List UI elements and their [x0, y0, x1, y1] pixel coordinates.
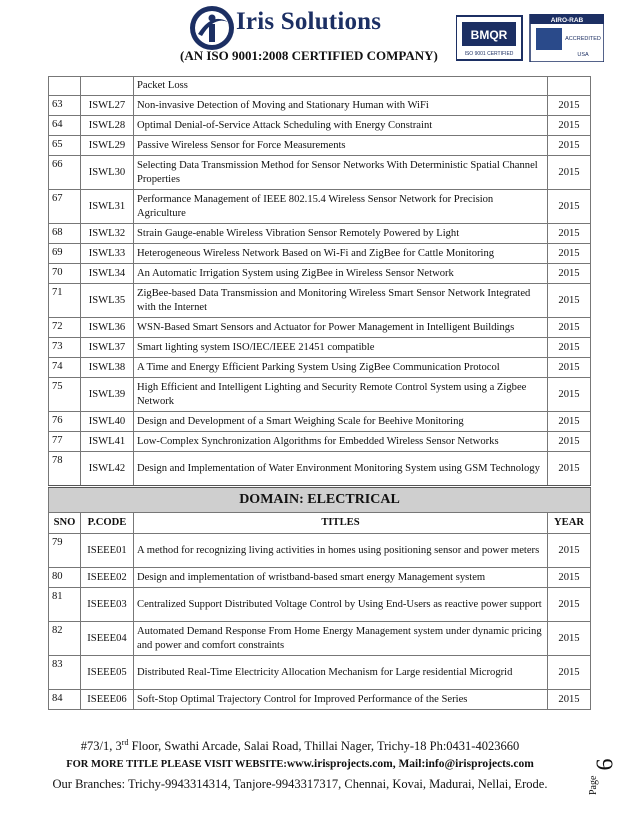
table-row	[49, 588, 591, 622]
row-sno: 71	[49, 284, 81, 318]
airo-badge-text: AIRO-RAB	[550, 17, 584, 24]
row-year: 2015	[548, 358, 591, 378]
project-titles-table	[48, 76, 590, 710]
row-title: Design and implementation of wristband-based smart energy Management system	[134, 568, 548, 588]
iris-logo-icon	[188, 4, 236, 52]
row-year: 2015	[548, 338, 591, 358]
row-year: 2015	[548, 190, 591, 224]
row-title: Strain Gauge-enable Wireless Vibration Sensor Remotely Powered by Light	[134, 224, 548, 244]
table-row	[49, 568, 591, 588]
row-year: 2015	[548, 690, 591, 710]
row-sno: 66	[49, 156, 81, 190]
row-code: ISWL30	[81, 156, 134, 190]
row-title: An Automatic Irrigation System using ZigBee in Wireless Sensor Network	[134, 264, 548, 284]
page-number-mark	[586, 747, 626, 807]
footer-branches: Our Branches: Trichy-9943314314, Tanjore-9943317317, Chennai, Kovai, Madurai, Nellai, Erode.	[52, 777, 548, 791]
row-code: ISWL37	[81, 338, 134, 358]
row-title: Optimal Denial-of-Service Attack Scheduling with Energy Constraint	[134, 116, 548, 136]
domain-heading-row	[49, 487, 591, 513]
domain-title: DOMAIN: ELECTRICAL	[49, 487, 591, 513]
row-year: 2015	[548, 244, 591, 264]
row-year: 2015	[548, 156, 591, 190]
row-year: 2015	[548, 588, 591, 622]
row-code: ISWL31	[81, 190, 134, 224]
table-row	[49, 156, 591, 190]
table-row	[49, 378, 591, 412]
row-sno: 72	[49, 318, 81, 338]
company-name: Iris Solutions	[236, 8, 382, 35]
row-year: 2015	[548, 96, 591, 116]
table-row	[49, 690, 591, 710]
column-header-titles: TITLES	[134, 513, 548, 534]
row-sno: 70	[49, 264, 81, 284]
row-code: ISWL34	[81, 264, 134, 284]
row-sno: 81	[49, 588, 81, 622]
row-sno: 84	[49, 690, 81, 710]
row-sno: 67	[49, 190, 81, 224]
footer-address: #73/1, 3rd Floor, Swathi Arcade, Salai Road, Thillai Nager, Trichy-18 Ph:0431-4023660	[80, 738, 520, 754]
row-title: Design and Implementation of Water Environment Monitoring System using GSM Technology	[134, 452, 548, 487]
row-code: ISEEE06	[81, 690, 134, 710]
row-title: Selecting Data Transmission Method for Sensor Networks With Deterministic Spatial Channel Properties	[134, 156, 548, 190]
certification-badges	[456, 14, 604, 62]
row-title: Non-invasive Detection of Moving and Stationary Human with WiFi	[134, 96, 548, 116]
airo-badge-country: USA	[577, 52, 589, 58]
row-year: 2015	[548, 378, 591, 412]
column-header-code: P.CODE	[81, 513, 134, 534]
row-sno: 73	[49, 338, 81, 358]
row-code: ISWL36	[81, 318, 134, 338]
table-row	[49, 318, 591, 338]
row-title: Centralized Support Distributed Voltage Control by Using End-Users as reactive power support	[134, 588, 548, 622]
row-year: 2015	[548, 284, 591, 318]
row-year: 2015	[548, 622, 591, 656]
row-sno: 77	[49, 432, 81, 452]
electrical-rows	[49, 534, 591, 710]
row-title: A Time and Energy Efficient Parking System Using ZigBee Communication Protocol	[134, 358, 548, 378]
wsn-rows	[49, 77, 591, 487]
table-row	[49, 136, 591, 156]
row-sno: 64	[49, 116, 81, 136]
row-year: 2015	[548, 264, 591, 284]
row-title: High Efficient and Intelligent Lighting and Security Remote Control System using a Zigbee Network	[134, 378, 548, 412]
row-title: Automated Demand Response From Home Energy Management system under dynamic pricing and power and comfort constraints	[134, 622, 548, 656]
row-year: 2015	[548, 534, 591, 568]
row-year: 2015	[548, 116, 591, 136]
row-sno: 65	[49, 136, 81, 156]
row-code: ISWL29	[81, 136, 134, 156]
table-row	[49, 224, 591, 244]
row-sno: 82	[49, 622, 81, 656]
row-title: Smart lighting system ISO/IEC/IEEE 21451 compatible	[134, 338, 548, 358]
table-row	[49, 244, 591, 264]
row-code: ISWL41	[81, 432, 134, 452]
row-title: ZigBee-based Data Transmission and Monitoring Wireless Smart Sensor Network Integrated with the Internet	[134, 284, 548, 318]
footer-website-line: FOR MORE TITLE PLEASE VISIT WEBSITE:www.irisprojects.com, Mail:info@irisprojects.com	[66, 758, 534, 770]
row-title: Low-Complex Synchronization Algorithms for Embedded Wireless Sensor Networks	[134, 432, 548, 452]
table-row	[49, 432, 591, 452]
table-row	[49, 656, 591, 690]
row-year: 2015	[548, 136, 591, 156]
bmqr-badge-text: BMQR	[470, 28, 508, 42]
table-row	[49, 77, 591, 96]
row-title: A method for recognizing living activities in homes using positioning sensor and power meters	[134, 534, 548, 568]
table-row	[49, 190, 591, 224]
row-year: 2015	[548, 432, 591, 452]
row-code: ISEEE02	[81, 568, 134, 588]
row-title: Soft-Stop Optimal Trajectory Control for Improved Performance of the Series	[134, 690, 548, 710]
column-header-sno: SNO	[49, 513, 81, 534]
table-row	[49, 96, 591, 116]
row-year: 2015	[548, 412, 591, 432]
row-sno: 80	[49, 568, 81, 588]
row-code: ISWL33	[81, 244, 134, 264]
row-sno: 74	[49, 358, 81, 378]
footer-website-link[interactable]: www.irisprojects.com, Mail:info@irisprojects.com	[286, 758, 534, 770]
row-code: ISWL27	[81, 96, 134, 116]
row-year: 2015	[548, 452, 591, 487]
row-title: WSN-Based Smart Sensors and Actuator for Power Management in Intelligent Buildings	[134, 318, 548, 338]
page-word: Page	[588, 775, 599, 795]
row-code: ISWL35	[81, 284, 134, 318]
page-number: 6	[592, 758, 619, 771]
row-sno: 76	[49, 412, 81, 432]
domain-electrical	[49, 487, 591, 534]
row-code: ISEEE01	[81, 534, 134, 568]
page-header	[0, 0, 638, 74]
row-year: 2015	[548, 318, 591, 338]
row-year: 2015	[548, 568, 591, 588]
continuation-title: Packet Loss	[134, 77, 548, 96]
table-row	[49, 264, 591, 284]
airo-badge-sub: ACCREDITED	[565, 36, 601, 42]
row-code: ISWL42	[81, 452, 134, 487]
row-code: ISWL32	[81, 224, 134, 244]
row-sno: 78	[49, 452, 81, 487]
table-row	[49, 412, 591, 432]
row-code: ISWL39	[81, 378, 134, 412]
row-title: Design and Development of a Smart Weighing Scale for Beehive Monitoring	[134, 412, 548, 432]
row-title: Distributed Real-Time Electricity Allocation Mechanism for Large residential Microgrid	[134, 656, 548, 690]
row-sno: 83	[49, 656, 81, 690]
row-code: ISWL28	[81, 116, 134, 136]
column-header-row	[49, 513, 591, 534]
table-row	[49, 116, 591, 136]
row-sno: 68	[49, 224, 81, 244]
table-row	[49, 622, 591, 656]
row-code: ISEEE05	[81, 656, 134, 690]
row-code: ISEEE04	[81, 622, 134, 656]
row-title: Heterogeneous Wireless Network Based on Wi-Fi and ZigBee for Cattle Monitoring	[134, 244, 548, 264]
row-year: 2015	[548, 656, 591, 690]
row-title: Performance Management of IEEE 802.15.4 Wireless Sensor Network for Precision Agriculture	[134, 190, 548, 224]
bmqr-badge-sub: ISO 9001 CERTIFIED	[464, 51, 514, 57]
row-sno: 75	[49, 378, 81, 412]
column-header-year: YEAR	[548, 513, 591, 534]
certification-line: (AN ISO 9001:2008 CERTIFIED COMPANY)	[180, 48, 438, 63]
table-row	[49, 338, 591, 358]
row-code: ISWL38	[81, 358, 134, 378]
row-year: 2015	[548, 224, 591, 244]
row-sno: 69	[49, 244, 81, 264]
table-row	[49, 534, 591, 568]
row-title: Passive Wireless Sensor for Force Measurements	[134, 136, 548, 156]
row-code: ISWL40	[81, 412, 134, 432]
row-code: ISEEE03	[81, 588, 134, 622]
table-row	[49, 284, 591, 318]
table-row	[49, 358, 591, 378]
table-row	[49, 452, 591, 487]
row-sno: 79	[49, 534, 81, 568]
row-sno: 63	[49, 96, 81, 116]
